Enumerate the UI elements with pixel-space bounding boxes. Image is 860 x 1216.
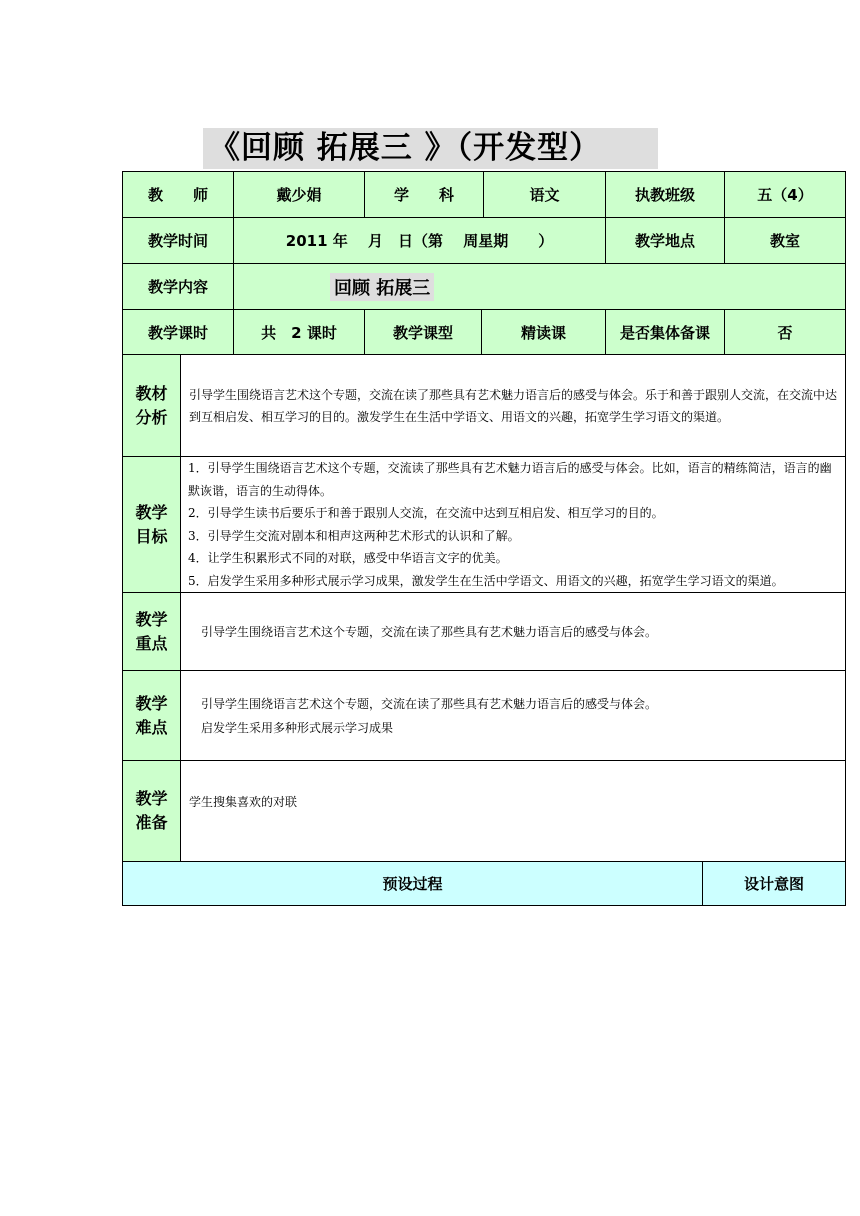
- key-points-label: [122, 592, 181, 671]
- class-value: 五（4）: [724, 171, 846, 218]
- content-label: 教学内容: [122, 263, 234, 310]
- goals-label-line1: 教学: [135, 502, 168, 522]
- teacher-label: 教 师: [122, 171, 234, 218]
- hours-label: 教学课时: [122, 309, 234, 355]
- time-value: 2011 年 月 日（第 周星期 ）: [233, 217, 606, 264]
- type-value: 精读课: [481, 309, 606, 355]
- intent-header: 设计意图: [702, 861, 846, 906]
- goal-item-3: 3．引导学生交流对剧本和相声这两种艺术形式的认识和了解。: [188, 528, 520, 543]
- place-label: 教学地点: [605, 217, 725, 264]
- hours-value: 共 2 课时: [233, 309, 365, 355]
- subject-label: 学 科: [364, 171, 484, 218]
- goals-label: [122, 456, 181, 593]
- subject-value: 语文: [483, 171, 606, 218]
- preparation-label-line2: 准备: [135, 813, 168, 832]
- collective-value: 否: [724, 309, 846, 355]
- preparation-text: 学生搜集喜欢的对联: [189, 795, 298, 809]
- key-points-label-line2: 重点: [135, 633, 168, 653]
- difficulties-label-line1: 教学: [135, 693, 168, 713]
- place-value: 教室: [724, 217, 846, 264]
- goal-item-1: 1．引导学生围绕语言艺术这个专题，交流读了那些具有艺术魅力语言后的感受与体会。比如，语言的精练简洁，语言的幽默诙谐，语言的生动得体。: [188, 461, 832, 498]
- preparation-label: [122, 760, 181, 862]
- analysis-label-line1: 教材: [135, 383, 168, 403]
- class-label: 执教班级: [605, 171, 725, 218]
- key-points-label-line1: 教学: [135, 609, 168, 629]
- preparation-label-line1: 教学: [135, 789, 168, 808]
- difficulties-line-2: 启发学生采用多种形式展示学习成果: [201, 720, 394, 735]
- goals-label-line2: 目标: [135, 526, 168, 546]
- goals-content: [180, 456, 846, 593]
- difficulties-label: [122, 670, 181, 761]
- time-label: 教学时间: [122, 217, 234, 264]
- goal-item-5: 5．启发学生采用多种形式展示学习成果，激发学生在生活中学语文、用语文的兴趣，拓宽学生学习语文的渠道。: [188, 573, 784, 588]
- analysis-label-line2: 分析: [135, 407, 168, 427]
- difficulties-content: [180, 670, 846, 761]
- key-points-content: [180, 592, 846, 671]
- content-value-cell: [233, 263, 846, 310]
- type-label: 教学课型: [364, 309, 482, 355]
- process-header: 预设过程: [122, 861, 703, 906]
- preparation-content: [180, 760, 846, 862]
- difficulties-label-line2: 难点: [135, 717, 168, 737]
- analysis-label: [122, 354, 181, 457]
- teacher-value: 戴少娟: [233, 171, 365, 218]
- goal-item-4: 4．让学生积累形式不同的对联，感受中华语言文字的优美。: [188, 551, 508, 565]
- difficulties-line-1: 引导学生围绕语言艺术这个专题，交流在读了那些具有艺术魅力语言后的感受与体会。: [201, 696, 658, 711]
- document-title: 《回顾 拓展三 》（开发型）: [203, 128, 658, 169]
- analysis-content: [180, 354, 846, 457]
- analysis-text: 引导学生围绕语言艺术这个专题，交流在读了那些具有艺术魅力语言后的感受与体会。乐于和善于跟别人交流，在交流中达到互相启发、相互学习的目的。激发学生在生活中学语文、用语文的兴趣，拓宽学生学习语文的渠道。: [189, 387, 838, 424]
- goal-item-2: 2．引导学生读书后要乐于和善于跟别人交流，在交流中达到互相启发、相互学习的目的。: [188, 506, 664, 520]
- content-value: 回顾 拓展三: [330, 273, 434, 301]
- collective-label: 是否集体备课: [605, 309, 725, 355]
- key-points-text: 引导学生围绕语言艺术这个专题，交流在读了那些具有艺术魅力语言后的感受与体会。: [201, 624, 658, 639]
